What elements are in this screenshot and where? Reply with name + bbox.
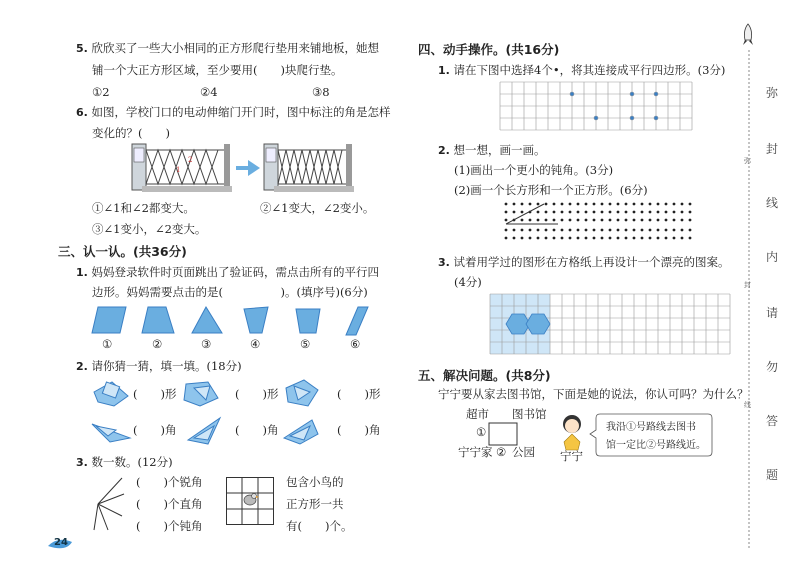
dot (561, 219, 564, 222)
dot (633, 203, 636, 206)
label-park: 公园 (512, 445, 535, 459)
dot (657, 211, 660, 214)
dot (625, 203, 628, 206)
dot (569, 219, 572, 222)
dot (505, 229, 508, 232)
shape-5-trapezoid (296, 309, 320, 333)
arrow-right-icon (236, 160, 260, 176)
dot (553, 237, 556, 240)
dot (617, 203, 620, 206)
speech-line-2: 馆一定比②号路线近。 (606, 440, 706, 451)
dot (649, 229, 652, 232)
dot (681, 229, 684, 232)
grid-dot (630, 92, 634, 96)
grid-dot (654, 116, 658, 120)
dot (673, 237, 676, 240)
q6-option-3: ③∠1变小，∠2变大。 (92, 222, 207, 236)
count-acute[interactable]: ( )个锐角 (136, 475, 203, 489)
dot (665, 211, 668, 214)
s4q2-sub2: (2)画一个长方形和一个正方形。(6分) (454, 183, 648, 197)
dot (505, 203, 508, 206)
q6-line2: 变化的？( ) (92, 126, 170, 140)
dot (553, 203, 556, 206)
dot (617, 219, 620, 222)
shape-label-6: ⑥ (350, 337, 361, 351)
dot (521, 211, 524, 214)
sidebar-char-6: 勿 (766, 360, 779, 374)
dot (673, 211, 676, 214)
route-1-label: ① (476, 425, 487, 439)
shape-label-1: ① (102, 337, 113, 351)
dot (521, 203, 524, 206)
s4q1-text: 1. 请在下图中选择4个•，将其连接成平行四边形。(3分) (438, 63, 726, 77)
q5-line2: 铺一个大正方形区域，至少要用( )块爬行垫。 (92, 63, 343, 77)
dot-grid-1 (500, 82, 692, 134)
dot (593, 203, 596, 206)
s5q1-text: 宁宁要从家去图书馆，下面是她的说法，你认可吗？为什么？ (438, 387, 749, 401)
dot (593, 219, 596, 222)
shape-label-2: ② (152, 337, 163, 351)
dot (641, 211, 644, 214)
shape-3-quad (192, 307, 222, 333)
q6-line1: 6. 如图，学校门口的电动伸缩门开门时，图中标注的角是怎样 (76, 105, 391, 119)
shape-1-parallelogram (92, 307, 126, 333)
q5-option-2: ②4 (200, 85, 218, 99)
dot (601, 229, 604, 232)
q5-option-3: ③8 (312, 85, 330, 99)
dot (601, 211, 604, 214)
dot (641, 203, 644, 206)
dot (641, 229, 644, 232)
s3q3-right-2: 正方形一共 (286, 497, 344, 511)
dot (633, 211, 636, 214)
sidebar-char-5: 请 (766, 306, 779, 320)
dot (681, 219, 684, 222)
s3q2-text: 2. 请你猜一猜，填一填。(18分) (76, 359, 242, 373)
dot (681, 211, 684, 214)
dot (529, 219, 532, 222)
dot (601, 203, 604, 206)
dot (625, 237, 628, 240)
angle-2-label: 2 (188, 156, 193, 164)
dot (633, 219, 636, 222)
section-3-title: 三、认一认。(共36分) (58, 244, 187, 259)
dot (609, 229, 612, 232)
binding-line (748, 50, 750, 550)
dot (601, 237, 604, 240)
s4q3-line2: (4分) (454, 275, 482, 289)
dot (577, 229, 580, 232)
dot (553, 211, 556, 214)
dot (577, 211, 580, 214)
shape-label-5: ⑤ (300, 337, 311, 351)
angle-1-label: 1 (176, 166, 181, 174)
dot (513, 229, 516, 232)
grid-dot (594, 116, 598, 120)
dot (569, 237, 572, 240)
s3q1-line1: 1. 妈妈登录软件时页面跳出了验证码，需点击所有的平行四 (76, 265, 379, 279)
s4q2-text: 2. 想一想，画一画。 (438, 143, 546, 157)
blank-shape-2[interactable]: ( )形 (235, 387, 279, 401)
dot (657, 203, 660, 206)
dot (505, 237, 508, 240)
dot (561, 229, 564, 232)
grid-dot (654, 92, 658, 96)
dot (577, 237, 580, 240)
dot (545, 219, 548, 222)
dot (545, 203, 548, 206)
dot (529, 237, 532, 240)
dot (585, 211, 588, 214)
s3q3-text: 3. 数一数。(12分) (76, 455, 173, 469)
dot (537, 203, 540, 206)
dot (689, 229, 692, 232)
dot (657, 229, 660, 232)
dot (553, 219, 556, 222)
dot (505, 219, 508, 222)
dot (649, 237, 652, 240)
dot (521, 219, 524, 222)
dot (537, 237, 540, 240)
sidebar-char-4: 内 (766, 250, 779, 264)
blank-angle-1[interactable]: ( )角 (133, 423, 177, 437)
grid-dot (570, 92, 574, 96)
dot-grid-2 (504, 202, 694, 242)
dot (537, 229, 540, 232)
dot (665, 219, 668, 222)
dot (641, 219, 644, 222)
dot (577, 203, 580, 206)
label-home: 宁宁家 (458, 445, 493, 459)
dot (649, 211, 652, 214)
dot (577, 219, 580, 222)
dot (609, 237, 612, 240)
count-right[interactable]: ( )个直角 (136, 497, 203, 511)
dot (561, 211, 564, 214)
dot (673, 203, 676, 206)
sidebar-small-3: 线 (744, 401, 751, 409)
girl-illustration (556, 412, 588, 450)
sidebar-char-3: 线 (766, 196, 779, 210)
bird-icon (244, 494, 259, 506)
dot (609, 211, 612, 214)
dot (513, 237, 516, 240)
dot (561, 237, 564, 240)
dot (585, 237, 588, 240)
dot (553, 229, 556, 232)
section-4-title: 四、动手操作。(共16分) (418, 42, 560, 57)
gate-illustration (128, 140, 358, 195)
dot (657, 219, 660, 222)
q5-option-1: ①2 (92, 85, 110, 99)
dot (593, 211, 596, 214)
dot (681, 237, 684, 240)
label-girl: 宁宁 (560, 449, 583, 463)
label-library: 图书馆 (512, 407, 547, 421)
blank-angle-2[interactable]: ( )角 (235, 423, 279, 437)
dot (649, 219, 652, 222)
page-number: 24 (54, 537, 68, 548)
dot (641, 237, 644, 240)
dot (545, 229, 548, 232)
dot (513, 203, 516, 206)
s4q2-sub1: (1)画出一个更小的钝角。(3分) (454, 163, 614, 177)
dot (537, 211, 540, 214)
dot (689, 211, 692, 214)
dot (673, 219, 676, 222)
dot (673, 229, 676, 232)
speech-line-1: 我沿①号路线去图书 (606, 422, 696, 433)
s3q1-line2: 边形。妈妈需要点击的是( )。(填序号)(6分) (92, 285, 368, 299)
dot (689, 237, 692, 240)
dot (505, 211, 508, 214)
dot (625, 211, 628, 214)
dot (625, 219, 628, 222)
grid-dot (630, 116, 634, 120)
dot (585, 229, 588, 232)
sidebar-small-1: 弥 (744, 157, 751, 165)
route-2-label: ② (496, 445, 507, 459)
dot (585, 203, 588, 206)
dot (689, 219, 692, 222)
dot (545, 237, 548, 240)
sidebar-small-2: 封 (744, 281, 751, 289)
s3q3-right-1: 包含小鸟的 (286, 475, 344, 489)
rocket-icon (742, 24, 754, 46)
dot (617, 229, 620, 232)
dot (593, 237, 596, 240)
s3q3-right-3: 有( )个。 (286, 519, 353, 533)
dot (633, 229, 636, 232)
blank-angle-3[interactable]: ( )角 (337, 423, 381, 437)
label-market: 超市 (466, 407, 489, 421)
dot (569, 203, 572, 206)
s4q3-line1: 3. 试着用学过的图形在方格纸上再设计一个漂亮的图案。 (438, 255, 730, 269)
dot (625, 229, 628, 232)
dot (585, 219, 588, 222)
dot (569, 229, 572, 232)
sidebar-char-2: 封 (766, 142, 779, 156)
bird-square-grid (226, 477, 274, 525)
dot (569, 211, 572, 214)
shape-6-parallelogram (346, 307, 368, 335)
dot (545, 211, 548, 214)
dot (529, 203, 532, 206)
dot (521, 237, 524, 240)
count-obtuse[interactable]: ( )个钝角 (136, 519, 203, 533)
dot (609, 219, 612, 222)
sidebar-char-7: 答 (766, 414, 779, 428)
shape-label-4: ④ (250, 337, 261, 351)
sidebar-char-1: 弥 (766, 86, 779, 100)
blank-shape-1[interactable]: ( )形 (133, 387, 177, 401)
section-5-title: 五、解决问题。(共8分) (418, 368, 551, 383)
q6-option-2: ②∠1变大，∠2变小。 (260, 201, 375, 215)
dot (665, 237, 668, 240)
q6-option-1: ①∠1和∠2都变大。 (92, 201, 195, 215)
dot (665, 229, 668, 232)
dot (537, 219, 540, 222)
dot (633, 237, 636, 240)
dot (649, 203, 652, 206)
dot (561, 203, 564, 206)
shape-label-3: ③ (201, 337, 212, 351)
dot (601, 219, 604, 222)
dot (593, 229, 596, 232)
dot (529, 229, 532, 232)
q5-line1: 5. 欣欣买了一些大小相同的正方形爬行垫用来铺地板，她想 (76, 41, 379, 55)
dot (657, 237, 660, 240)
dot (521, 229, 524, 232)
dot (665, 203, 668, 206)
blank-shape-3[interactable]: ( )形 (337, 387, 381, 401)
sidebar-char-8: 题 (766, 468, 779, 482)
ray-figure (92, 474, 126, 534)
shape-4-quad (244, 307, 268, 333)
dot (689, 203, 692, 206)
dot (681, 203, 684, 206)
quadrilateral-shapes (88, 305, 378, 339)
pattern-grid (490, 294, 732, 354)
dot (609, 203, 612, 206)
page-number-badge (46, 536, 76, 552)
dot (617, 237, 620, 240)
dot (617, 211, 620, 214)
dot (513, 211, 516, 214)
shape-2-trapezoid (142, 307, 174, 333)
